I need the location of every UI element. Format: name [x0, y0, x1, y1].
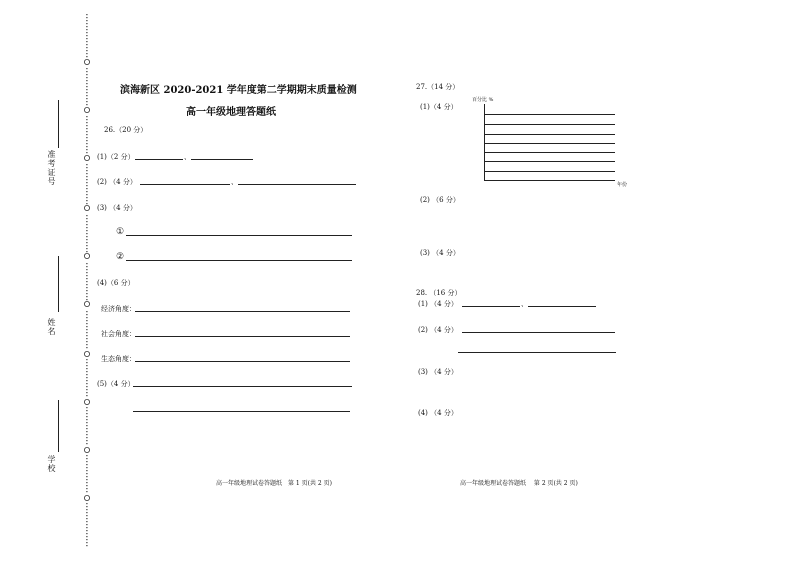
binding-dot [86, 32, 87, 33]
binding-hole-circle [84, 253, 89, 258]
binding-dot [86, 533, 87, 534]
exam-id-label: 准考证号 [47, 150, 56, 186]
binding-dot [86, 170, 87, 171]
binding-dot [86, 242, 87, 243]
binding-dot [86, 386, 87, 387]
binding-dot [86, 281, 87, 282]
binding-dot [86, 362, 87, 363]
binding-dot [86, 248, 87, 249]
binding-dot [86, 293, 87, 294]
binding-dot [86, 191, 87, 192]
binding-dot [86, 407, 87, 408]
binding-dot [86, 197, 87, 198]
binding-dot [86, 455, 87, 456]
binding-dot [86, 230, 87, 231]
binding-dot [86, 227, 87, 228]
binding-dot [86, 314, 87, 315]
binding-dot [86, 515, 87, 516]
binding-dot [86, 329, 87, 330]
binding-dot [86, 491, 87, 492]
q28-3-label: (3) （4 分） [418, 368, 458, 376]
q28-1-answer-line-b[interactable] [528, 306, 596, 307]
binding-dot [86, 371, 87, 372]
binding-dot [86, 524, 87, 525]
binding-dot [86, 221, 87, 222]
binding-dot [86, 482, 87, 483]
binding-dot [86, 236, 87, 237]
binding-dot [86, 14, 87, 15]
binding-dot [86, 263, 87, 264]
page-subtitle: 高一年级地理答题纸 [186, 107, 276, 118]
q28-1-label: (1) （4 分） [418, 300, 458, 308]
q27-chart-x-axis [484, 180, 615, 181]
binding-dot [86, 47, 87, 48]
binding-dot [86, 152, 87, 153]
binding-dot [86, 68, 87, 69]
school-line [58, 400, 59, 452]
binding-dot [86, 320, 87, 321]
binding-hole-circle [84, 155, 89, 160]
binding-hole-circle [84, 301, 89, 306]
binding-dot [86, 428, 87, 429]
q26-4-ecological-label: 生态角度： [101, 355, 136, 363]
q26-3-circle-2: ② [116, 252, 125, 262]
binding-dot [86, 20, 87, 21]
q27-chart-x-axis-label: 年份 [617, 182, 628, 188]
binding-dot [86, 41, 87, 42]
binding-dot [86, 461, 87, 462]
binding-dot [86, 26, 87, 27]
binding-dot [86, 137, 87, 138]
q27-chart-grid-line [484, 171, 615, 172]
q28-2-label: (2) （4 分） [418, 326, 458, 334]
q26-1-label: (1)（2 分） [97, 153, 135, 161]
binding-dot [86, 392, 87, 393]
q27-chart-grid-line [484, 114, 615, 115]
exam-id-line [58, 100, 59, 148]
binding-dot [86, 233, 87, 234]
binding-dot [86, 89, 87, 90]
binding-dot [86, 506, 87, 507]
binding-dot [86, 134, 87, 135]
q27-2-label: (2) （6 分） [420, 196, 460, 204]
q26-1-answer-line-a[interactable] [135, 159, 183, 160]
binding-dot [86, 83, 87, 84]
binding-dot [86, 359, 87, 360]
binding-dot [86, 425, 87, 426]
binding-dot [86, 473, 87, 474]
q28-2-answer-line-1[interactable] [462, 332, 615, 333]
binding-dot [86, 92, 87, 93]
q27-chart-grid-line [484, 143, 615, 144]
binding-dot [86, 74, 87, 75]
q26-3-label: (3) （4 分） [97, 204, 137, 212]
binding-dot [86, 167, 87, 168]
binding-dot [86, 173, 87, 174]
binding-dot [86, 140, 87, 141]
binding-dot [86, 527, 87, 528]
binding-dot [86, 38, 87, 39]
q27-chart-y-axis-label: 百分比 % [472, 97, 494, 103]
binding-dot [86, 245, 87, 246]
q26-2-sep: 、 [231, 178, 238, 186]
binding-dot [86, 542, 87, 543]
binding-dot [86, 287, 87, 288]
binding-hole-circle [84, 399, 89, 404]
binding-dot [86, 545, 87, 546]
binding-hole-circle [84, 59, 89, 64]
q27-chart-y-axis [484, 104, 485, 180]
binding-dot [86, 275, 87, 276]
binding-dot [86, 422, 87, 423]
binding-dot [86, 98, 87, 99]
binding-dot [86, 131, 87, 132]
binding-dot [86, 323, 87, 324]
binding-dot [86, 488, 87, 489]
q28-2-answer-line-2[interactable] [458, 352, 616, 353]
q26-4-economic-line[interactable] [135, 311, 350, 312]
binding-dot [86, 224, 87, 225]
binding-dot [86, 326, 87, 327]
q27-3-label: (3) （4 分） [420, 249, 460, 257]
binding-dot [86, 467, 87, 468]
binding-dot [86, 116, 87, 117]
binding-dot [86, 416, 87, 417]
binding-dot [86, 296, 87, 297]
q28-1-sep: 、 [521, 300, 528, 308]
binding-dot [86, 299, 87, 300]
binding-dot [86, 317, 87, 318]
page-title: 滨海新区 2020-2021 学年度第二学期期末质量检测 [120, 85, 357, 96]
q26-1-answer-line-b[interactable] [191, 159, 253, 160]
binding-dot [86, 77, 87, 78]
binding-dot [86, 431, 87, 432]
binding-dot [86, 272, 87, 273]
q26-4-social-label: 社会角度： [101, 330, 136, 338]
binding-dot [86, 536, 87, 537]
q26-5-answer-line-2[interactable] [133, 411, 350, 412]
binding-dot [86, 149, 87, 150]
binding-dot [86, 179, 87, 180]
q27-1-label: (1)（4 分） [420, 103, 458, 111]
binding-dot [86, 539, 87, 540]
binding-dot [86, 284, 87, 285]
binding-dot [86, 182, 87, 183]
binding-dotted-line [84, 12, 90, 549]
binding-dot [86, 380, 87, 381]
binding-dot [86, 215, 87, 216]
binding-dot [86, 530, 87, 531]
binding-dot [86, 521, 87, 522]
binding-dot [86, 80, 87, 81]
binding-dot [86, 413, 87, 414]
binding-dot [86, 56, 87, 57]
binding-dot [86, 332, 87, 333]
page-1-footer: 高一年级地理试卷答题纸 第 1 页(共 2 页) [216, 480, 332, 487]
binding-hole-circle [84, 447, 89, 452]
binding-dot [86, 185, 87, 186]
binding-dot [86, 125, 87, 126]
q27-chart-grid-line [484, 161, 615, 162]
binding-margin [84, 12, 90, 549]
binding-dot [86, 434, 87, 435]
q27-chart-grid-line [484, 152, 615, 153]
q26-3-circle-1: ① [116, 227, 125, 237]
binding-dot [86, 476, 87, 477]
school-label: 学校 [47, 455, 56, 473]
binding-dot [86, 50, 87, 51]
binding-dot [86, 86, 87, 87]
q26-4-label: (4)（6 分） [97, 279, 135, 287]
binding-dot [86, 419, 87, 420]
binding-dot [86, 344, 87, 345]
binding-dot [86, 485, 87, 486]
binding-dot [86, 269, 87, 270]
binding-dot [86, 365, 87, 366]
q26-2-answer-line-a[interactable] [140, 184, 230, 185]
binding-hole-circle [84, 107, 89, 112]
binding-dot [86, 53, 87, 54]
binding-dot [86, 128, 87, 129]
q26-5-label: (5)（4 分） [97, 380, 135, 388]
binding-dot [86, 95, 87, 96]
binding-dot [86, 383, 87, 384]
binding-dot [86, 311, 87, 312]
binding-dot [86, 518, 87, 519]
binding-dot [86, 374, 87, 375]
q28-4-label: (4) （4 分） [418, 409, 458, 417]
binding-dot [86, 218, 87, 219]
binding-dot [86, 389, 87, 390]
binding-dot [86, 464, 87, 465]
binding-hole-circle [84, 351, 89, 356]
binding-hole-circle [84, 205, 89, 210]
binding-dot [86, 266, 87, 267]
binding-dot [86, 338, 87, 339]
binding-dot [86, 290, 87, 291]
binding-dot [86, 35, 87, 36]
binding-dot [86, 101, 87, 102]
binding-dot [86, 479, 87, 480]
q28-heading: 28. （16 分） [416, 289, 462, 297]
q28-1-answer-line-a[interactable] [462, 306, 520, 307]
binding-dot [86, 200, 87, 201]
binding-dot [86, 29, 87, 30]
binding-dot [86, 122, 87, 123]
binding-dot [86, 194, 87, 195]
binding-dot [86, 71, 87, 72]
q27-chart-grid-line [484, 124, 615, 125]
q26-heading: 26.（20 分） [104, 126, 148, 134]
binding-dot [86, 104, 87, 105]
q26-4-economic-label: 经济角度： [101, 305, 136, 313]
q26-2-label: (2) （4 分） [97, 178, 137, 186]
page-2-footer: 高一年级地理试卷答题纸 第 2 页(共 2 页) [460, 480, 578, 487]
binding-dot [86, 335, 87, 336]
binding-dot [86, 203, 87, 204]
binding-dot [86, 164, 87, 165]
q27-chart-grid-line [484, 134, 615, 135]
binding-dot [86, 278, 87, 279]
binding-dot [86, 410, 87, 411]
binding-dot [86, 188, 87, 189]
binding-dot [86, 239, 87, 240]
binding-dot [86, 503, 87, 504]
binding-hole-circle [84, 495, 89, 500]
binding-dot [86, 251, 87, 252]
binding-dot [86, 377, 87, 378]
binding-dot [86, 470, 87, 471]
q26-4-ecological-line[interactable] [135, 361, 350, 362]
binding-dot [86, 458, 87, 459]
binding-dot [86, 176, 87, 177]
q26-2-answer-line-b[interactable] [238, 184, 356, 185]
binding-dot [86, 347, 87, 348]
binding-dot [86, 23, 87, 24]
binding-dot [86, 146, 87, 147]
q27-heading: 27.（14 分） [416, 83, 460, 91]
binding-dot [86, 512, 87, 513]
binding-dot [86, 437, 87, 438]
binding-dot [86, 119, 87, 120]
q26-5-answer-line-1[interactable] [133, 386, 352, 387]
binding-dot [86, 443, 87, 444]
name-label: 姓名 [47, 318, 56, 336]
binding-dot [86, 395, 87, 396]
binding-dot [86, 368, 87, 369]
binding-dot [86, 143, 87, 144]
q27-chart-frame[interactable] [470, 94, 640, 190]
binding-dot [86, 509, 87, 510]
binding-dot [86, 44, 87, 45]
q26-3-answer-line-1[interactable] [126, 235, 352, 236]
q26-1-sep: 、 [184, 153, 191, 161]
binding-dot [86, 17, 87, 18]
q26-3-answer-line-2[interactable] [126, 260, 352, 261]
q26-4-social-line[interactable] [135, 336, 350, 337]
binding-dot [86, 440, 87, 441]
binding-dot [86, 341, 87, 342]
name-line [58, 256, 59, 312]
